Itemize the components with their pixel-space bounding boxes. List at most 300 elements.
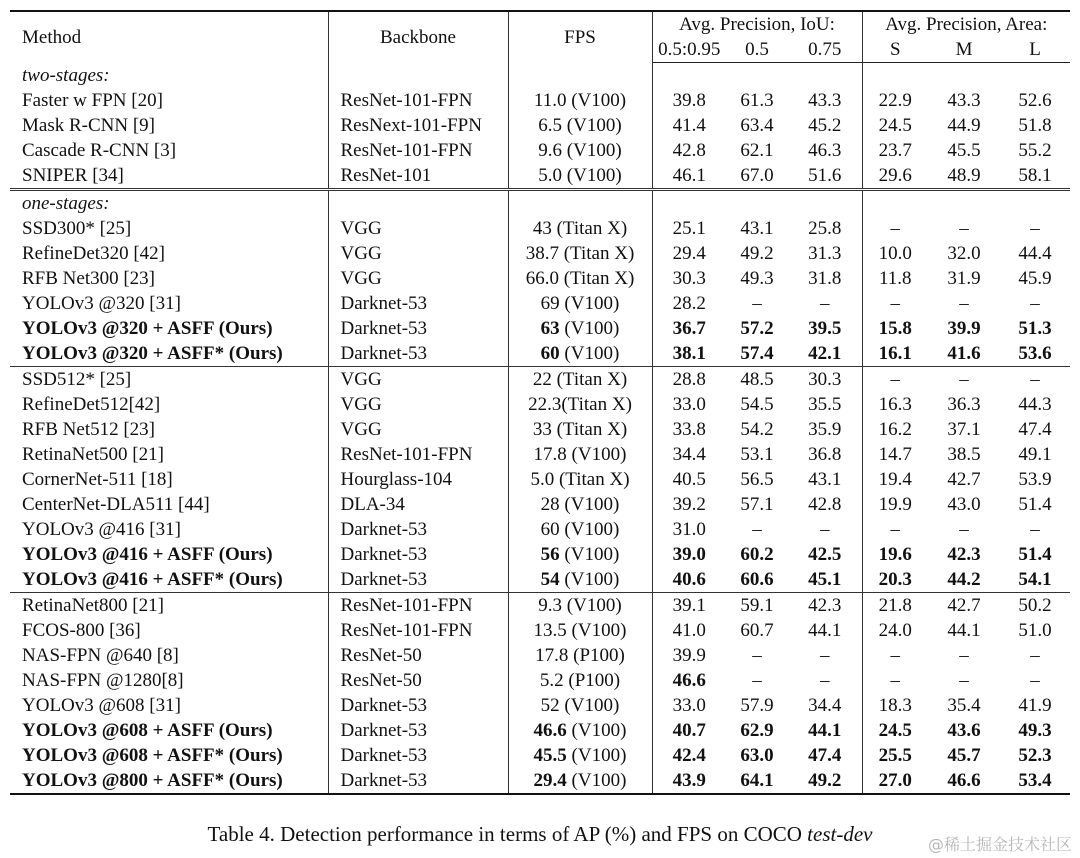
ap-iou-cell: 53.1	[740, 444, 774, 465]
ap-area-cell: –	[890, 645, 901, 666]
ap-area-cell: 18.3	[878, 695, 912, 716]
table-row	[10, 341, 1070, 367]
ap-iou-cell: –	[788, 668, 862, 693]
ap-area-cell: 24.5	[878, 115, 912, 136]
ap-area-cell: 43.6	[947, 720, 981, 741]
ap-area-cell: 52.6	[1018, 90, 1052, 111]
ap-area-cell: 49.3	[1018, 720, 1052, 741]
ap-area-cell: 51.4	[1018, 544, 1052, 565]
ap-area-cell: 42.7	[947, 469, 981, 490]
ap-iou-cell: 35.9	[788, 417, 862, 442]
ap-iou-cell: 46.3	[788, 138, 862, 163]
ap-area-cell: 23.7	[878, 140, 912, 161]
ap-iou-cell: 49.2	[788, 768, 862, 794]
ap-iou-cell: 39.5	[788, 316, 862, 341]
ap-iou-cell: 43.1	[788, 467, 862, 492]
method-cell: YOLOv3 @608 [31]	[10, 693, 328, 718]
ap-area-cell: 16.3	[878, 394, 912, 415]
empty-cell	[788, 63, 862, 89]
empty-cell	[1000, 190, 1070, 217]
ap-area-cell: 44.1	[947, 620, 981, 641]
table-row	[10, 668, 1070, 693]
ap-iou-cell: 57.1	[740, 494, 774, 515]
ap-area-cell: 46.6	[928, 768, 1000, 794]
ap-area-cell: 48.9	[947, 165, 981, 186]
empty-cell	[1000, 63, 1070, 89]
ap-area-cell: 50.2	[1000, 593, 1070, 619]
fps-value: 56	[540, 544, 560, 565]
table-row	[10, 88, 1070, 113]
ap-area-cell: 42.7	[928, 593, 1000, 619]
header-area-col: M	[928, 37, 1000, 63]
fps-cell: 17.8 (V100)	[508, 442, 652, 467]
backbone-cell: VGG	[328, 266, 508, 291]
fps-device: (V100)	[566, 770, 627, 791]
fps-cell: 9.3 (V100)	[508, 593, 652, 619]
backbone-cell: Hourglass-104	[328, 467, 508, 492]
ap-area-cell: 19.6	[878, 544, 912, 565]
method-cell: YOLOv3 @320 [31]	[10, 291, 328, 316]
header-ap-iou: Avg. Precision, IoU:	[652, 11, 862, 37]
ap-area-cell: 32.0	[947, 243, 981, 264]
backbone-cell: ResNet-101-FPN	[328, 618, 508, 643]
ap-area-cell: 42.3	[947, 544, 981, 565]
table-row	[10, 113, 1070, 138]
ap-iou-cell: 42.4	[672, 745, 706, 766]
table-row	[10, 517, 1070, 542]
table-row	[10, 266, 1070, 291]
ap-iou-cell: 46.6	[672, 670, 706, 691]
backbone-cell: Darknet-53	[328, 743, 508, 768]
method-cell: YOLOv3 @800 + ASFF* (Ours)	[10, 768, 328, 794]
ap-iou-cell: 34.4	[788, 693, 862, 718]
ap-area-cell: –	[959, 645, 969, 666]
ap-iou-cell: 39.8	[672, 90, 706, 111]
ap-iou-cell: 45.1	[788, 567, 862, 593]
backbone-cell: ResNet-101-FPN	[328, 442, 508, 467]
ap-area-cell: –	[890, 218, 901, 239]
ap-iou-cell: 39.1	[652, 593, 726, 619]
fps-cell	[508, 768, 652, 794]
table-row	[10, 442, 1070, 467]
empty-cell	[652, 190, 726, 217]
ap-area-cell: –	[1000, 367, 1070, 393]
backbone-cell: Darknet-53	[328, 693, 508, 718]
ap-area-cell: –	[890, 293, 901, 314]
table-row	[10, 593, 1070, 619]
backbone-cell: Darknet-53	[328, 291, 508, 316]
fps-value: 29.4	[533, 770, 567, 791]
fps-cell	[508, 743, 652, 768]
ap-area-cell: 27.0	[862, 768, 928, 794]
table-row	[10, 163, 1070, 190]
fps-cell: 22.3(Titan X)	[508, 392, 652, 417]
table-row	[10, 467, 1070, 492]
ap-iou-cell: 63.4	[740, 115, 774, 136]
ap-iou-cell: 25.1	[672, 218, 706, 239]
header-iou-col: 0.75	[788, 37, 862, 63]
empty-cell	[508, 190, 652, 217]
empty-cell	[652, 63, 726, 89]
ap-iou-cell: 35.5	[788, 392, 862, 417]
backbone-cell: Darknet-53	[328, 517, 508, 542]
fps-device: (V100)	[559, 343, 620, 364]
ap-area-cell: 51.0	[1018, 620, 1052, 641]
fps-cell: 9.6 (V100)	[508, 138, 652, 163]
backbone-cell: ResNet-101-FPN	[328, 88, 508, 113]
method-cell: YOLOv3 @608 + ASFF (Ours)	[10, 718, 328, 743]
ap-iou-cell: –	[788, 517, 862, 542]
ap-iou-cell: 63.0	[740, 745, 774, 766]
table-row	[10, 492, 1070, 517]
ap-iou-cell: 62.1	[740, 140, 774, 161]
caption-text: Table 4. Detection performance in terms of AP (%) and FPS on COCO	[207, 822, 808, 846]
ap-area-cell: –	[1030, 645, 1040, 666]
ap-area-cell: 16.1	[878, 343, 912, 364]
ap-area-cell: 37.1	[947, 419, 981, 440]
ap-iou-cell: 44.1	[788, 618, 862, 643]
method-cell: NAS-FPN @1280[8]	[10, 668, 328, 693]
ap-iou-cell: 33.0	[672, 695, 706, 716]
ap-area-cell: 45.9	[1018, 268, 1052, 289]
ap-iou-cell: 41.4	[672, 115, 706, 136]
backbone-cell: ResNet-101	[328, 163, 508, 190]
backbone-cell: ResNet-50	[328, 643, 508, 668]
ap-iou-cell: 42.8	[788, 492, 862, 517]
ap-area-cell: 10.0	[878, 243, 912, 264]
backbone-cell: Darknet-53	[328, 768, 508, 794]
backbone-cell: VGG	[328, 241, 508, 266]
method-cell: YOLOv3 @320 + ASFF (Ours)	[10, 316, 328, 341]
empty-cell	[726, 190, 788, 217]
group-label: one-stages:	[10, 190, 328, 217]
backbone-cell: Darknet-53	[328, 316, 508, 341]
ap-iou-cell: –	[752, 645, 762, 666]
ap-iou-cell: 40.7	[672, 720, 706, 741]
ap-iou-cell: 29.4	[672, 243, 706, 264]
method-cell: Faster w FPN [20]	[10, 88, 328, 113]
empty-cell	[928, 63, 1000, 89]
ap-iou-cell: 28.2	[672, 293, 706, 314]
fps-cell	[508, 316, 652, 341]
table-caption	[0, 822, 1080, 847]
ap-area-cell: 41.9	[1018, 695, 1052, 716]
ap-iou-cell: –	[788, 643, 862, 668]
ap-area-cell: 24.0	[878, 620, 912, 641]
ap-area-cell: 58.1	[1018, 165, 1052, 186]
empty-cell	[928, 190, 1000, 217]
header-area-col: L	[1000, 37, 1070, 63]
ap-iou-cell: –	[752, 293, 762, 314]
ap-area-cell: 45.5	[947, 140, 981, 161]
ap-iou-cell: 44.1	[788, 718, 862, 743]
table-row	[10, 392, 1070, 417]
ap-iou-cell: 39.2	[672, 494, 706, 515]
results-table	[10, 10, 1070, 795]
ap-area-cell: 19.4	[878, 469, 912, 490]
method-cell: YOLOv3 @320 + ASFF* (Ours)	[10, 341, 328, 367]
ap-area-cell: 16.2	[878, 419, 912, 440]
ap-iou-cell: 42.5	[788, 542, 862, 567]
ap-area-cell: 53.9	[1018, 469, 1052, 490]
ap-iou-cell: 40.6	[672, 569, 706, 590]
method-cell: RefineDet320 [42]	[10, 241, 328, 266]
ap-area-cell: –	[1030, 670, 1040, 691]
backbone-cell: Darknet-53	[328, 542, 508, 567]
empty-cell	[328, 63, 508, 89]
backbone-cell: ResNext-101-FPN	[328, 113, 508, 138]
ap-iou-cell: 39.9	[672, 645, 706, 666]
ap-area-cell: 11.8	[878, 268, 912, 289]
ap-area-cell: 43.0	[947, 494, 981, 515]
ap-area-cell: 53.6	[1018, 343, 1052, 364]
header-fps: FPS	[508, 11, 652, 63]
table-row	[10, 643, 1070, 668]
ap-iou-cell: 42.8	[672, 140, 706, 161]
ap-area-cell: 22.9	[878, 90, 912, 111]
method-cell: SNIPER [34]	[10, 163, 328, 190]
ap-area-cell: 29.6	[878, 165, 912, 186]
ap-area-cell: –	[928, 367, 1000, 393]
ap-iou-cell: 42.3	[788, 593, 862, 619]
ap-iou-cell: 46.1	[672, 165, 706, 186]
ap-area-cell: 19.9	[878, 494, 912, 515]
table-row	[10, 316, 1070, 341]
method-cell: RetinaNet800 [21]	[10, 593, 328, 619]
ap-iou-cell: –	[752, 519, 762, 540]
backbone-cell: VGG	[328, 417, 508, 442]
empty-cell	[862, 63, 928, 89]
ap-area-cell: 45.7	[947, 745, 981, 766]
fps-device: (V100)	[566, 720, 627, 741]
caption-italic: test-dev	[807, 822, 873, 846]
ap-iou-cell: 43.3	[788, 88, 862, 113]
ap-iou-cell: 31.3	[788, 241, 862, 266]
fps-device: (V100)	[559, 569, 620, 590]
ap-area-cell: –	[959, 293, 969, 314]
table-row	[10, 367, 1070, 393]
fps-device: (V100)	[559, 318, 620, 339]
fps-cell: 60 (V100)	[508, 517, 652, 542]
ap-iou-cell: 49.3	[740, 268, 774, 289]
ap-iou-cell: 49.2	[740, 243, 774, 264]
fps-cell	[508, 542, 652, 567]
ap-area-cell: –	[1030, 218, 1040, 239]
ap-iou-cell: 31.8	[788, 266, 862, 291]
ap-iou-cell: 38.1	[672, 343, 706, 364]
ap-iou-cell: 47.4	[788, 743, 862, 768]
method-cell: FCOS-800 [36]	[10, 618, 328, 643]
method-cell: Cascade R-CNN [3]	[10, 138, 328, 163]
table-header	[10, 11, 1070, 63]
ap-area-cell: –	[959, 670, 969, 691]
ap-iou-cell: 67.0	[740, 165, 774, 186]
table-row	[10, 138, 1070, 163]
method-cell: Mask R-CNN [9]	[10, 113, 328, 138]
ap-area-cell: –	[862, 367, 928, 393]
ap-iou-cell: 25.8	[788, 216, 862, 241]
ap-area-cell: 20.3	[878, 569, 912, 590]
fps-cell: 11.0 (V100)	[508, 88, 652, 113]
ap-iou-cell: 57.4	[740, 343, 774, 364]
header-backbone: Backbone	[328, 11, 508, 63]
table-row	[10, 693, 1070, 718]
ap-area-cell: –	[959, 218, 969, 239]
ap-area-cell: 51.3	[1018, 318, 1052, 339]
fps-value: 46.6	[533, 720, 567, 741]
ap-iou-cell: 36.7	[672, 318, 706, 339]
fps-cell: 33 (Titan X)	[508, 417, 652, 442]
ap-iou-cell: 36.8	[788, 442, 862, 467]
ap-iou-cell: 56.5	[740, 469, 774, 490]
method-cell: NAS-FPN @640 [8]	[10, 643, 328, 668]
ap-area-cell: 51.4	[1018, 494, 1052, 515]
ap-area-cell: 47.4	[1018, 419, 1052, 440]
ap-iou-cell: 34.4	[672, 444, 706, 465]
ap-area-cell: 44.9	[947, 115, 981, 136]
ap-area-cell: 21.8	[862, 593, 928, 619]
empty-cell	[862, 190, 928, 217]
fps-cell	[508, 567, 652, 593]
backbone-cell: VGG	[328, 392, 508, 417]
ap-iou-cell: 30.3	[788, 367, 862, 393]
ap-area-cell: –	[959, 519, 969, 540]
method-cell: YOLOv3 @416 + ASFF* (Ours)	[10, 567, 328, 593]
fps-cell: 5.2 (P100)	[508, 668, 652, 693]
table-row	[10, 567, 1070, 593]
backbone-cell: DLA-34	[328, 492, 508, 517]
ap-area-cell: 44.2	[947, 569, 981, 590]
ap-iou-cell: 45.2	[788, 113, 862, 138]
table-row	[10, 718, 1070, 743]
ap-iou-cell: 28.8	[652, 367, 726, 393]
header-method: Method	[10, 11, 328, 63]
fps-device: (V100)	[566, 745, 627, 766]
method-cell: RFB Net300 [23]	[10, 266, 328, 291]
empty-cell	[508, 63, 652, 89]
watermark: @稀土掘金技术社区	[927, 835, 1072, 854]
header-iou-col: 0.5:0.95	[652, 37, 726, 63]
backbone-cell: VGG	[328, 367, 508, 393]
fps-cell: 66.0 (Titan X)	[508, 266, 652, 291]
backbone-cell: ResNet-101-FPN	[328, 593, 508, 619]
backbone-cell: Darknet-53	[328, 718, 508, 743]
method-cell: YOLOv3 @416 + ASFF (Ours)	[10, 542, 328, 567]
ap-area-cell: 44.4	[1018, 243, 1052, 264]
method-cell: CornerNet-511 [18]	[10, 467, 328, 492]
ap-area-cell: 44.3	[1018, 394, 1052, 415]
ap-iou-cell: 57.9	[740, 695, 774, 716]
fps-cell: 5.0 (V100)	[508, 163, 652, 190]
fps-value: 54	[540, 569, 560, 590]
ap-area-cell: 24.5	[878, 720, 912, 741]
ap-iou-cell: 30.3	[672, 268, 706, 289]
backbone-cell: VGG	[328, 216, 508, 241]
method-cell: SSD512* [25]	[10, 367, 328, 393]
method-cell: RetinaNet500 [21]	[10, 442, 328, 467]
method-cell: RefineDet512[42]	[10, 392, 328, 417]
ap-area-cell: 49.1	[1018, 444, 1052, 465]
ap-area-cell: 39.9	[947, 318, 981, 339]
ap-area-cell: 55.2	[1018, 140, 1052, 161]
ap-area-cell: 38.5	[947, 444, 981, 465]
ap-iou-cell: 60.2	[740, 544, 774, 565]
group-label-row	[10, 63, 1070, 89]
ap-iou-cell: 39.0	[672, 544, 706, 565]
table-row	[10, 216, 1070, 241]
ap-area-cell: 51.8	[1018, 115, 1052, 136]
fps-cell: 28 (V100)	[508, 492, 652, 517]
backbone-cell: Darknet-53	[328, 341, 508, 367]
ap-area-cell: 52.3	[1018, 745, 1052, 766]
fps-cell: 22 (Titan X)	[508, 367, 652, 393]
table-row	[10, 743, 1070, 768]
ap-area-cell: 41.6	[947, 343, 981, 364]
fps-cell: 17.8 (P100)	[508, 643, 652, 668]
empty-cell	[788, 190, 862, 217]
fps-value: 45.5	[533, 745, 567, 766]
backbone-cell: Darknet-53	[328, 567, 508, 593]
ap-iou-cell: 31.0	[672, 519, 706, 540]
ap-iou-cell: 62.9	[740, 720, 774, 741]
ap-area-cell: 43.3	[947, 90, 981, 111]
fps-cell: 69 (V100)	[508, 291, 652, 316]
ap-area-cell: –	[890, 519, 901, 540]
method-cell: RFB Net512 [23]	[10, 417, 328, 442]
ap-iou-cell: 60.7	[740, 620, 774, 641]
fps-cell: 5.0 (Titan X)	[508, 467, 652, 492]
ap-iou-cell: 64.1	[726, 768, 788, 794]
ap-iou-cell: 54.5	[740, 394, 774, 415]
table-row	[10, 542, 1070, 567]
ap-area-cell: 54.1	[1018, 569, 1052, 590]
backbone-cell: ResNet-101-FPN	[328, 138, 508, 163]
fps-cell: 13.5 (V100)	[508, 618, 652, 643]
table-body	[10, 63, 1070, 795]
header-ap-area: Avg. Precision, Area:	[862, 11, 1070, 37]
method-cell: YOLOv3 @608 + ASFF* (Ours)	[10, 743, 328, 768]
ap-iou-cell: 43.9	[652, 768, 726, 794]
header-area-col: S	[862, 37, 928, 63]
fps-cell: 43 (Titan X)	[508, 216, 652, 241]
ap-area-cell: 15.8	[878, 318, 912, 339]
ap-area-cell: 31.9	[947, 268, 981, 289]
ap-iou-cell: 59.1	[726, 593, 788, 619]
ap-iou-cell: 54.2	[740, 419, 774, 440]
fps-cell	[508, 341, 652, 367]
ap-iou-cell: –	[752, 670, 762, 691]
ap-iou-cell: 61.3	[740, 90, 774, 111]
table-row	[10, 241, 1070, 266]
fps-value: 60	[540, 343, 560, 364]
ap-iou-cell: 60.6	[740, 569, 774, 590]
fps-value: 63	[540, 318, 560, 339]
backbone-cell: ResNet-50	[328, 668, 508, 693]
ap-iou-cell: 40.5	[672, 469, 706, 490]
ap-area-cell: –	[1030, 293, 1040, 314]
header-iou-col: 0.5	[726, 37, 788, 63]
ap-area-cell: 53.4	[1000, 768, 1070, 794]
ap-area-cell: 14.7	[878, 444, 912, 465]
ap-iou-cell: 33.8	[672, 419, 706, 440]
method-cell: SSD300* [25]	[10, 216, 328, 241]
ap-area-cell: 35.4	[947, 695, 981, 716]
empty-cell	[328, 190, 508, 217]
table-row	[10, 618, 1070, 643]
method-cell: YOLOv3 @416 [31]	[10, 517, 328, 542]
ap-iou-cell: 51.6	[788, 163, 862, 190]
table-row	[10, 768, 1070, 794]
